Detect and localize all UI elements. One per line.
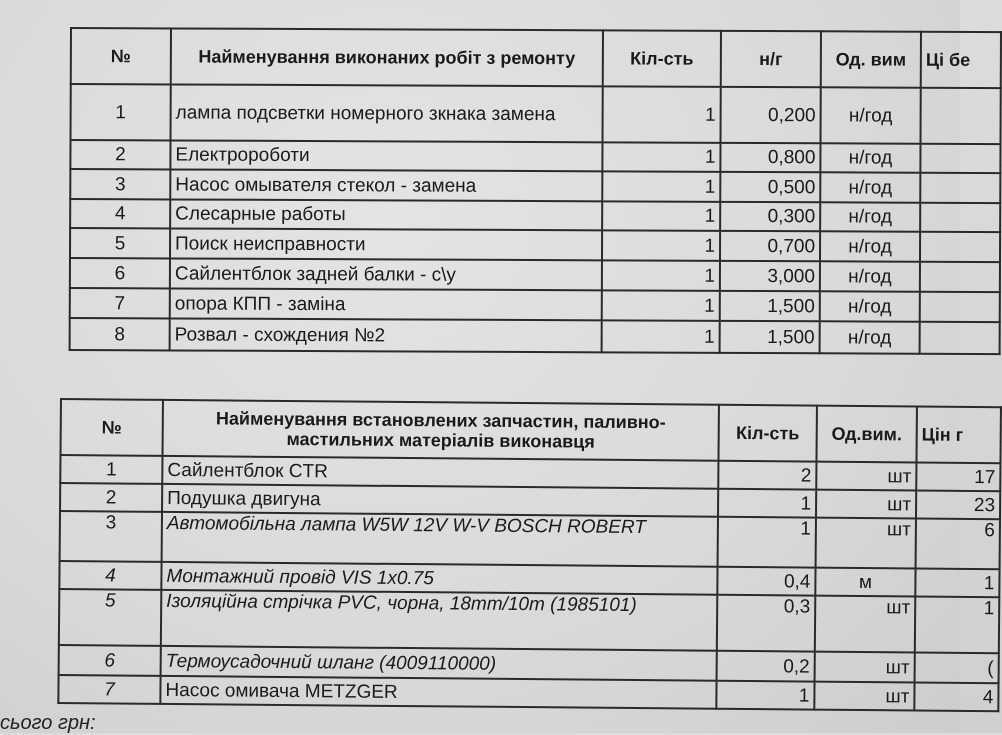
works-header-name: Найменування виконаних робіт з ремонту — [171, 28, 603, 86]
work-price — [920, 292, 1000, 322]
work-qty: 1 — [602, 230, 720, 261]
part-unit: шт — [816, 462, 916, 491]
parts-header-name: Найменування встановлених запчастин, паливно-мастильних матеріалів виконавця — [162, 400, 718, 461]
part-qty: 1 — [718, 489, 816, 518]
part-price: 6 — [916, 518, 1000, 569]
row-number: 3 — [70, 169, 170, 199]
work-price — [920, 232, 1000, 262]
work-name: Поиск неисправности — [170, 228, 602, 260]
parts-header-price: Цін г — [916, 406, 1000, 463]
works-header-hours: н/г — [721, 31, 821, 87]
work-unit: н/год — [820, 172, 920, 202]
part-price: 4 — [914, 682, 998, 711]
parts-header-row — [61, 399, 1001, 463]
work-hours: 0,700 — [720, 231, 820, 261]
works-header-no: № — [71, 28, 171, 84]
works-header-price: Ці бе — [921, 32, 1001, 88]
work-unit: н/год — [820, 291, 920, 321]
row-number: 5 — [70, 228, 170, 258]
row-number: 1 — [71, 84, 171, 140]
row-number: 8 — [70, 318, 170, 350]
work-price — [920, 88, 1000, 144]
part-unit: шт — [816, 490, 916, 519]
work-hours: 0,500 — [720, 172, 820, 202]
row-number: 4 — [70, 199, 170, 228]
work-hours: 1,500 — [720, 291, 820, 321]
work-name: Слесарные работы — [170, 199, 602, 230]
work-price — [920, 173, 1000, 203]
table-row — [70, 228, 1000, 262]
work-qty: 1 — [602, 290, 720, 321]
work-name: Сайлентблок задней балки - с\у — [170, 258, 602, 290]
row-number: 6 — [59, 645, 161, 676]
work-qty: 1 — [602, 320, 720, 353]
work-name: лампа подсветки номерного зкнака замена — [171, 84, 603, 142]
parts-table — [57, 398, 1002, 712]
row-number: 6 — [70, 258, 170, 288]
part-name: Автомобільна лампа W5W 12V W-V BOSCH ROBERT — [162, 512, 718, 567]
work-unit: н/год — [820, 261, 920, 291]
part-qty: 2 — [718, 461, 816, 490]
row-number: 7 — [58, 675, 160, 704]
work-hours: 1,500 — [720, 321, 820, 353]
part-unit: шт — [815, 652, 915, 683]
works-header-qty: Кіл-сть — [603, 30, 721, 87]
work-hours: 3,000 — [720, 261, 820, 291]
row-number: 5 — [59, 589, 161, 646]
part-price: 17 — [916, 462, 1000, 491]
part-qty: 0,4 — [717, 567, 815, 596]
work-qty: 1 — [603, 86, 721, 143]
work-qty: 1 — [602, 260, 720, 291]
part-price: 1 — [915, 596, 999, 653]
table-row — [70, 318, 1000, 354]
works-table — [69, 27, 1002, 355]
work-qty: 1 — [602, 142, 720, 172]
part-name: Сайлентблок CTR — [162, 456, 718, 489]
part-name: Монтажний провід VIS 1x0.75 — [161, 562, 717, 595]
part-unit: м — [815, 568, 915, 597]
work-unit: н/год — [820, 321, 920, 353]
part-price: 23 — [916, 490, 1000, 519]
table-row — [59, 589, 999, 653]
work-unit: н/год — [820, 231, 920, 261]
row-number: 4 — [59, 561, 161, 590]
part-unit: шт — [814, 682, 914, 711]
table-row — [71, 84, 1001, 144]
parts-header-no: № — [61, 399, 163, 456]
part-name: Подушка двигуна — [162, 484, 718, 517]
part-qty: 1 — [716, 681, 814, 710]
part-qty: 0,3 — [717, 595, 815, 652]
work-price — [920, 262, 1000, 292]
work-name: опора КПП - заміна — [170, 288, 602, 320]
work-name: Насос омывателя стекол - замена — [170, 169, 602, 201]
work-price — [920, 203, 1000, 232]
work-unit: н/год — [820, 87, 920, 143]
row-number: 3 — [60, 511, 162, 562]
works-header-row — [71, 28, 1001, 88]
work-name: Розвал - схождения №2 — [170, 318, 602, 352]
part-name: Термоусадочний шланг (4009110000) — [161, 646, 717, 681]
work-qty: 1 — [602, 201, 720, 231]
table-row — [60, 511, 1000, 569]
work-hours: 0,200 — [721, 87, 821, 143]
part-price: ( — [915, 652, 999, 683]
part-name: Ізоляційна стрічка PVC, чорна, 18mm/10m (1985101) — [161, 590, 717, 651]
part-unit: шт — [815, 596, 915, 653]
table-row — [70, 288, 1000, 322]
work-name: Електророботи — [170, 140, 602, 171]
work-qty: 1 — [602, 171, 720, 202]
part-name: Насос омивача METZGER — [160, 676, 716, 709]
work-hours: 0,300 — [720, 202, 820, 231]
part-price: 1 — [915, 568, 999, 597]
work-hours: 0,800 — [720, 143, 820, 172]
row-number: 7 — [70, 288, 170, 318]
parts-header-unit: Од.вим. — [816, 406, 916, 463]
table-row — [70, 258, 1000, 292]
part-qty: 0,2 — [717, 651, 815, 682]
table-row — [70, 169, 1000, 203]
part-unit: шт — [816, 518, 916, 569]
table-row — [70, 140, 1000, 173]
works-header-unit: Од. вим — [821, 31, 921, 87]
work-price — [920, 144, 1000, 173]
table-row — [70, 199, 1000, 232]
total-label: сього грн: — [0, 712, 96, 734]
work-unit: н/год — [820, 143, 920, 172]
work-unit: н/год — [820, 202, 920, 231]
row-number: 2 — [60, 483, 162, 512]
row-number: 2 — [70, 140, 170, 169]
row-number: 1 — [60, 455, 162, 484]
parts-header-qty: Кіл-сть — [718, 405, 816, 462]
part-qty: 1 — [718, 517, 816, 568]
work-price — [920, 322, 1000, 354]
